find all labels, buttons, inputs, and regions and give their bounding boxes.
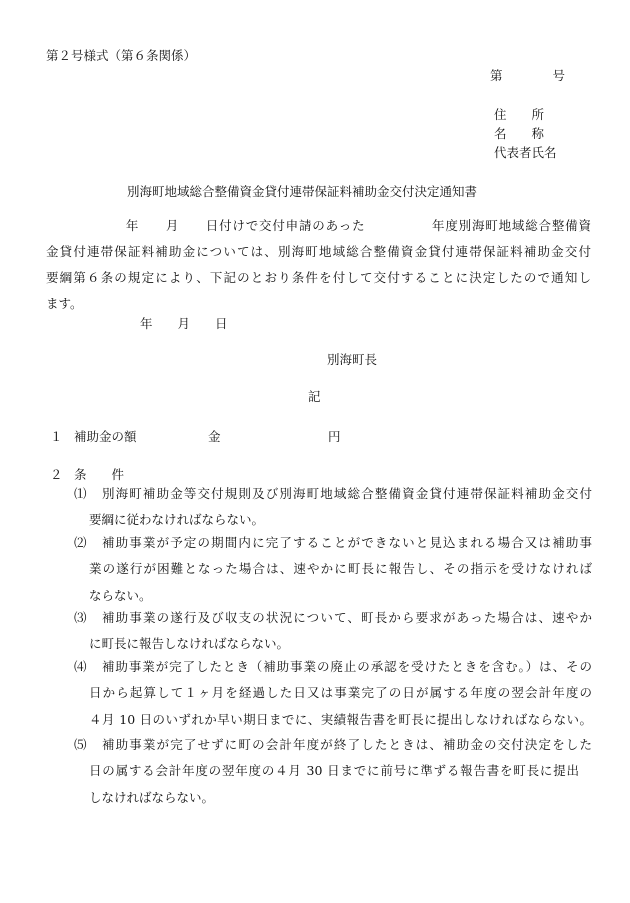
condition-number: ⑷: [74, 659, 87, 674]
condition-number: ⑴: [74, 486, 87, 501]
amount-suffix: 円: [328, 429, 341, 444]
issue-date: 年 月 日: [140, 316, 228, 331]
condition-line: 日の属する会計年度の翌年度の４月 30 日までに前号に準ずる報告書を町長に提出: [89, 763, 579, 778]
condition-line: に町長に報告しなければならない。: [89, 636, 290, 651]
representative-label: 代表者氏名: [494, 145, 557, 160]
address-label: 住 所: [494, 107, 545, 122]
condition-line: ４月 10 日のいずれか早い期日までに、実績報告書を町長に提出しなければならない。: [89, 711, 592, 727]
condition-line: 要綱に従わなければならない。: [89, 512, 265, 527]
condition-line: 補助事業が完了したとき（補助事業の廃止の承認を受けたときを含む。）は、その: [102, 659, 592, 674]
intro-line: 要綱第６条の規定により、下記のとおり条件を付して交付することに決定したので通知し: [46, 270, 591, 285]
condition-line: 補助事業が完了せずに町の会計年度が終了したときは、補助金の交付決定をした: [102, 737, 592, 752]
intro-line: 年 月 日付けで交付申請のあった 年度別海町地域総合整備資: [46, 218, 591, 233]
condition-number: ⑸: [74, 737, 87, 752]
amount-prefix: 金: [208, 429, 221, 444]
item1-label: 補助金の額: [74, 429, 137, 444]
condition-line: ならない。: [89, 587, 152, 603]
condition-number: ⑶: [74, 610, 87, 625]
condition-line: 日から起算して１ヶ月を経過した日又は事業完了の日が属する年度の翌会計年度の: [89, 685, 592, 700]
condition-line: 別海町補助金等交付規則及び別海町地域総合整備資金貸付連帯保証料補助金交付: [102, 486, 592, 501]
condition-number: ⑵: [74, 535, 87, 550]
document-number: 第 号: [490, 68, 566, 83]
ki-marker: 記: [308, 389, 321, 404]
intro-line: ます。: [46, 296, 83, 311]
issuer: 別海町長: [327, 352, 378, 367]
condition-line: 補助事業が予定の期間内に完了することができないと見込まれる場合又は補助事: [102, 535, 592, 550]
document-title: 別海町地域総合整備資金貸付連帯保証料補助金交付決定通知書: [127, 184, 478, 199]
name-label: 名 称: [494, 126, 545, 141]
intro-line: 金貸付連帯保証料補助金については、別海町地域総合整備資金貸付連帯保証料補助金交付: [46, 244, 591, 259]
intro-paragraph: [46, 218, 591, 322]
condition-line: しなければならない。: [89, 789, 215, 805]
condition-line: 業の遂行が困難となった場合は、速やかに町長に報告し、その指示を受けなければ: [89, 561, 592, 576]
form-label: 第２号様式（第６条関係）: [46, 48, 197, 63]
item2-label: 条 件: [74, 467, 125, 482]
item1-number: １: [50, 429, 63, 444]
condition-line: 補助事業の遂行及び収支の状況について、町長から要求があった場合は、速やか: [102, 610, 592, 625]
item2-number: ２: [50, 467, 63, 482]
